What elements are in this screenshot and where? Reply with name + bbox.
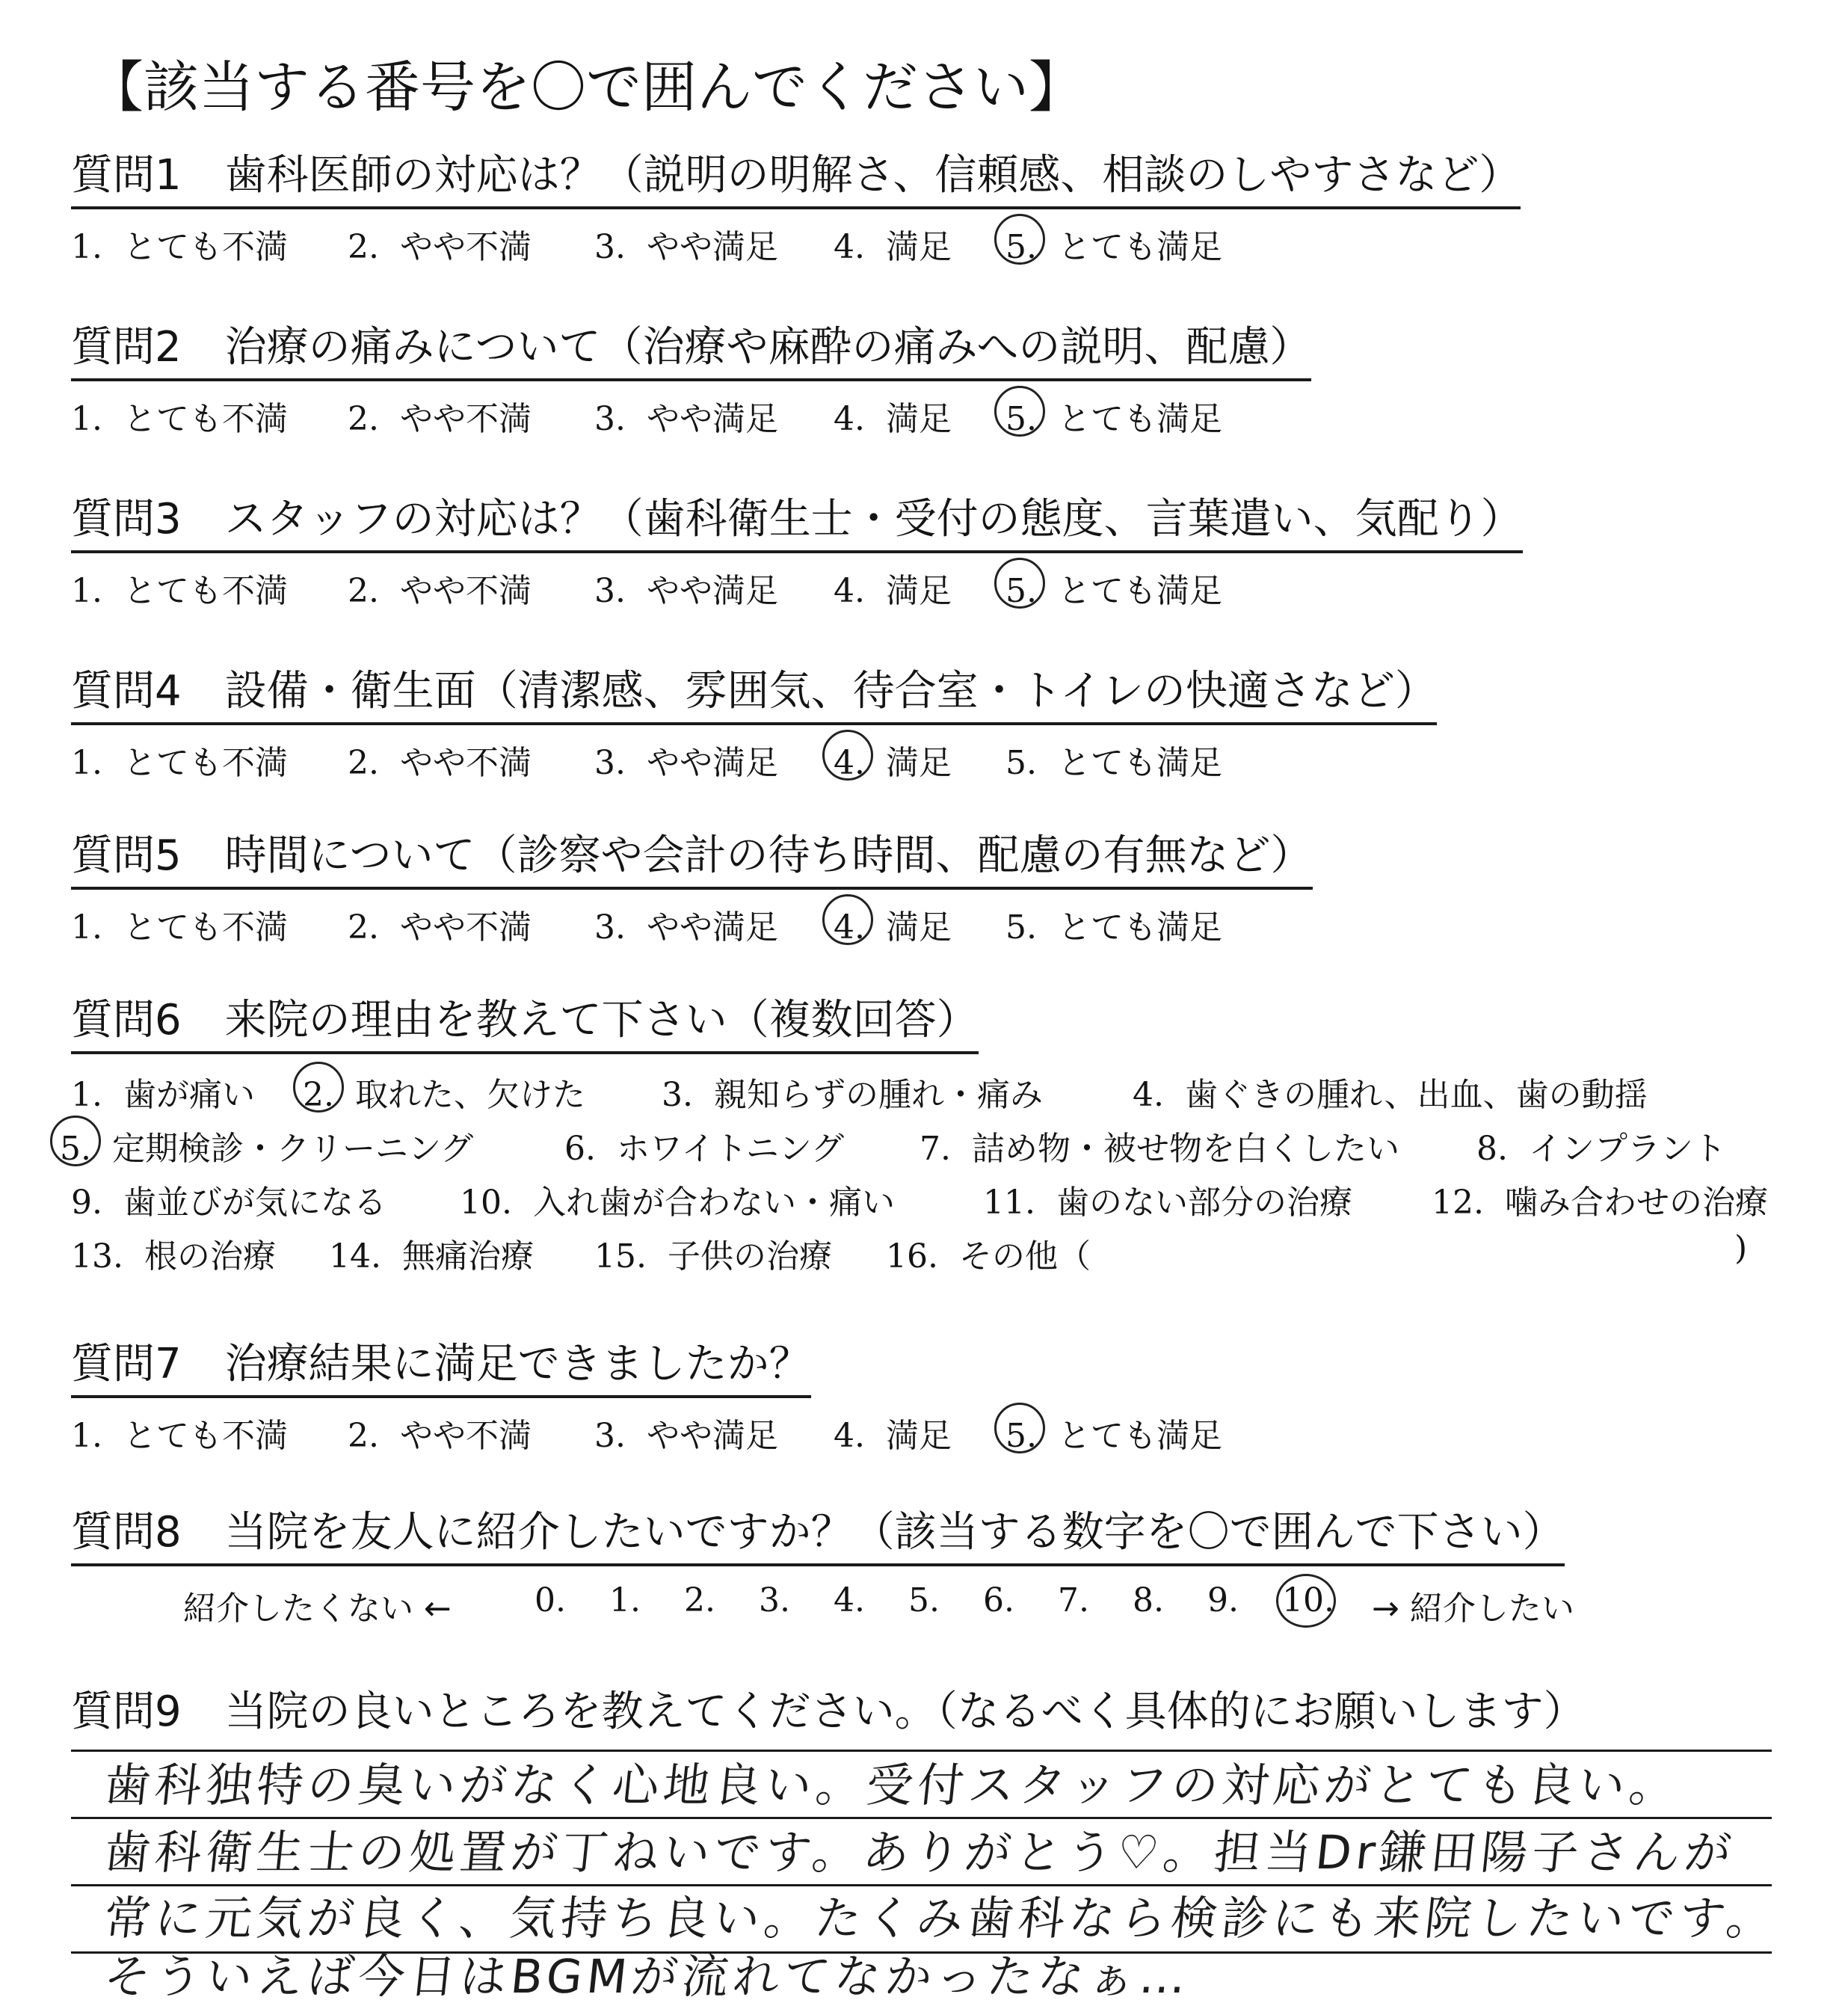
option-1[interactable]: 1. 歯が痛い (71, 1076, 255, 1114)
option-16[interactable]: 16. その他（ (886, 1237, 1091, 1276)
option-1[interactable]: 1. とても不満 (71, 1417, 288, 1455)
question-6 (60, 994, 1790, 1283)
question-text: 当院の良いところを教えてください。（なるべく具体的にお願いします） (224, 1687, 1586, 1736)
option-4[interactable]: 4. 満足 (834, 228, 952, 266)
option-12[interactable]: 12. 噛み合わせの治療 (1432, 1184, 1768, 1222)
option-3[interactable]: 3. やや満足 (594, 744, 778, 782)
multi-options (60, 1068, 1790, 1283)
option-5[interactable]: 5. とても満足 (1005, 572, 1222, 610)
option-1[interactable]: 1. とても不満 (71, 228, 288, 266)
scale-option[interactable]: 5. (908, 1581, 940, 1619)
options-row (71, 900, 1790, 945)
option-4[interactable]: 4. 歯ぐきの腫れ、出血、歯の動揺 (1133, 1076, 1648, 1114)
question-number: 質問2 (71, 323, 182, 372)
recommend-scale (71, 1581, 1790, 1634)
selection-circle (994, 214, 1045, 265)
question-9 (71, 1679, 1586, 1738)
scale-option[interactable]: 10. (1282, 1581, 1334, 1619)
question-2 (71, 321, 1790, 437)
handwritten-answer-line-3: 常に元気が良く、気持ち良い。たくみ歯科なら検診にも来院したいです。 (101, 1891, 1781, 1945)
question-text: 設備・衛生面（清潔感、雰囲気、待合室・トイレの快適さなど） (224, 667, 1437, 716)
handwritten-answer-line-2: 歯科衛生士の処置が丁ねいです。ありがとう♡。担当Dr鎌田陽子さんが (101, 1825, 1739, 1880)
page-title: 【該当する番号を〇で囲んでください】 (88, 55, 1084, 120)
handwritten-answer-line-1: 歯科独特の臭いがなく心地良い。受付スタッフの対応がとても良い。 (101, 1758, 1684, 1812)
options-row (71, 220, 1790, 265)
option-2[interactable]: 2. やや不満 (348, 572, 532, 610)
question-text: 治療の痛みについて（治療や麻酔の痛みへの説明、配慮） (224, 323, 1312, 372)
question-number: 質問6 (71, 996, 182, 1044)
option-1[interactable]: 1. とても不満 (71, 400, 288, 438)
option-4[interactable]: 4. 満足 (834, 908, 952, 947)
options-row (71, 1068, 1790, 1122)
other-close-paren: ) (1734, 1229, 1748, 1267)
options-row (71, 736, 1790, 781)
question-4 (71, 665, 1790, 781)
question-text: 時間について（診察や会計の待ち時間、配慮の有無など） (224, 831, 1313, 880)
question-text: 治療結果に満足できましたか？ (224, 1340, 811, 1388)
options-row (71, 564, 1790, 609)
option-4[interactable]: 4. 満足 (834, 1417, 952, 1455)
selection-circle (1276, 1574, 1336, 1628)
question-text: 来院の理由を教えて下さい（複数回答） (224, 996, 979, 1044)
question-1 (71, 150, 1790, 265)
handwritten-answer-line-4: そういえば今日はBGMが流れてなかったなぁ… (101, 1949, 1194, 2004)
question-number: 質問8 (71, 1508, 182, 1557)
scale-option[interactable]: 4. (834, 1581, 865, 1619)
selection-circle (822, 730, 873, 781)
scale-option[interactable]: 3. (759, 1581, 790, 1619)
option-4[interactable]: 4. 満足 (834, 400, 952, 438)
scale-option[interactable]: 6. (983, 1581, 1014, 1619)
option-3[interactable]: 3. 親知らずの腫れ・痛み (662, 1076, 1043, 1114)
option-3[interactable]: 3. やや満足 (594, 1417, 778, 1455)
options-row (71, 1229, 1790, 1283)
question-7 (71, 1338, 1790, 1453)
scale-option[interactable]: 2. (684, 1581, 715, 1619)
selection-circle (994, 386, 1045, 437)
question-number: 質問3 (71, 495, 182, 544)
question-number: 質問9 (71, 1687, 182, 1736)
question-text: 歯科医師の対応は？（説明の明解さ、信頼感、相談のしやすさなど） (224, 151, 1521, 200)
option-1[interactable]: 1. とても不満 (71, 744, 288, 782)
question-text: 当院を友人に紹介したいですか？（該当する数字を〇で囲んで下さい） (224, 1508, 1565, 1557)
selection-circle (994, 558, 1045, 609)
options-row (71, 392, 1790, 437)
option-5[interactable]: 5. とても満足 (1005, 744, 1222, 782)
question-text: スタッフの対応は？（歯科衛生士・受付の態度、言葉遣い、気配り） (224, 495, 1523, 544)
option-7[interactable]: 7. 詰め物・被せ物を白くしたい (920, 1130, 1399, 1168)
option-5[interactable]: 5. 定期検診・クリーニング (60, 1130, 474, 1168)
option-3[interactable]: 3. やや満足 (594, 572, 778, 610)
options-row (60, 1122, 1790, 1175)
option-11[interactable]: 11. 歯のない部分の治療 (983, 1184, 1352, 1222)
option-2[interactable]: 2. やや不満 (348, 744, 532, 782)
question-number: 質問1 (71, 151, 182, 200)
option-9[interactable]: 9. 歯並びが気になる (71, 1184, 386, 1222)
question-number: 質問4 (71, 667, 182, 716)
scale-option[interactable]: 0. (535, 1581, 566, 1619)
selection-circle (994, 1403, 1045, 1453)
option-10[interactable]: 10. 入れ歯が合わない・痛い (460, 1184, 895, 1222)
option-15[interactable]: 15. 子供の治療 (594, 1237, 832, 1276)
selection-circle (50, 1116, 101, 1166)
option-3[interactable]: 3. やや満足 (594, 228, 778, 266)
scale-option[interactable]: 9. (1207, 1581, 1239, 1619)
question-5 (71, 830, 1790, 945)
selection-circle (293, 1062, 344, 1113)
option-3[interactable]: 3. やや満足 (594, 400, 778, 438)
option-2[interactable]: 2. やや不満 (348, 908, 532, 947)
option-1[interactable]: 1. とても不満 (71, 908, 288, 947)
option-5[interactable]: 5. とても満足 (1005, 1417, 1222, 1455)
option-2[interactable]: 2. 取れた、欠けた (303, 1076, 585, 1114)
options-row (71, 1175, 1790, 1229)
scale-option[interactable]: 1. (609, 1581, 641, 1619)
option-1[interactable]: 1. とても不満 (71, 572, 288, 610)
option-3[interactable]: 3. やや満足 (594, 908, 778, 947)
question-3 (71, 493, 1790, 609)
question-8 (71, 1507, 1790, 1634)
question-number: 質問5 (71, 831, 182, 880)
option-2[interactable]: 2. やや不満 (348, 400, 532, 438)
question-number: 質問7 (71, 1340, 182, 1388)
scale-left-label: 紹介したくない ← (183, 1590, 452, 1628)
option-6[interactable]: 6. ホワイトニング (564, 1130, 845, 1168)
scale-right-label: → 紹介したい (1372, 1590, 1574, 1628)
options-row (71, 1409, 1790, 1453)
option-2[interactable]: 2. やや不満 (348, 228, 532, 266)
option-13[interactable]: 13. 根の治療 (71, 1237, 276, 1276)
option-4[interactable]: 4. 満足 (834, 572, 952, 610)
option-2[interactable]: 2. やや不満 (348, 1417, 532, 1455)
scale-option[interactable]: 8. (1133, 1581, 1164, 1619)
option-5[interactable]: 5. とても満足 (1005, 400, 1222, 438)
option-5[interactable]: 5. とても満足 (1005, 908, 1222, 947)
selection-circle (822, 894, 873, 945)
option-4[interactable]: 4. 満足 (834, 744, 952, 782)
option-8[interactable]: 8. インプラント (1476, 1130, 1726, 1168)
scale-option[interactable]: 7. (1058, 1581, 1089, 1619)
option-5[interactable]: 5. とても満足 (1005, 228, 1222, 266)
option-14[interactable]: 14. 無痛治療 (329, 1237, 534, 1276)
